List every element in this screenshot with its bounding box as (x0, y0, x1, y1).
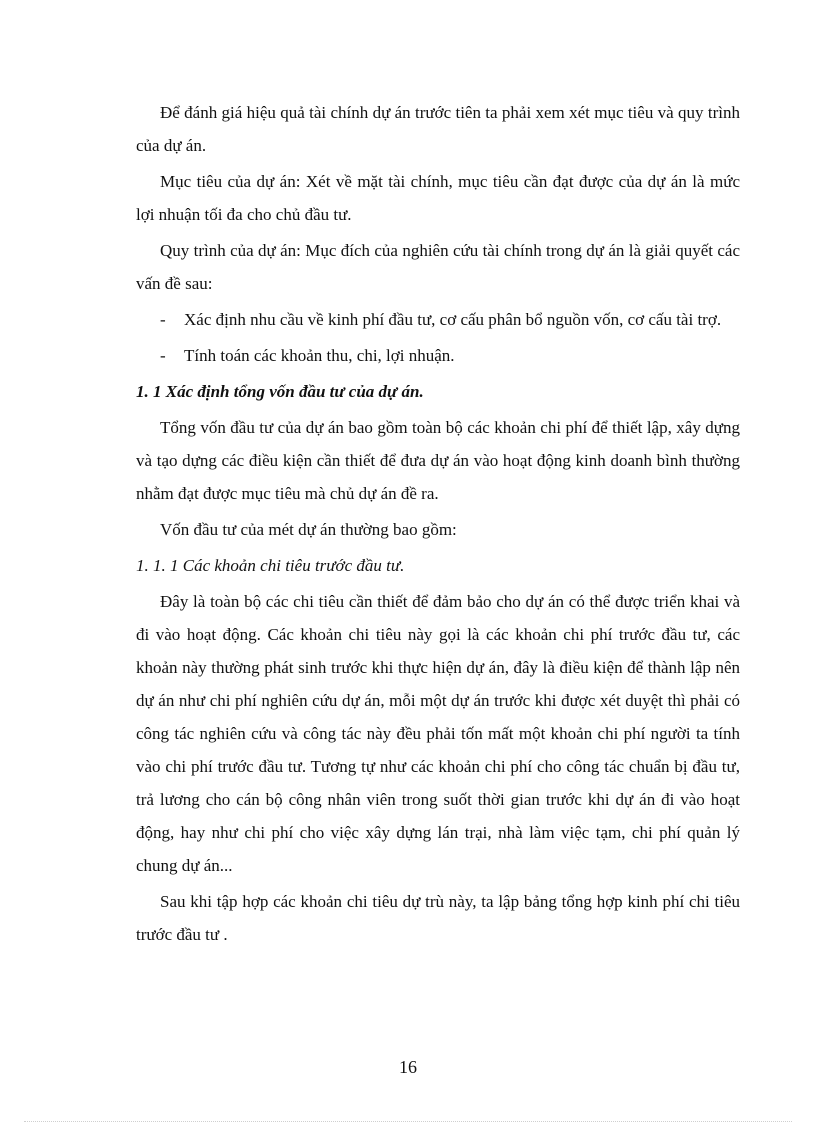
page-number: 16 (399, 1057, 417, 1077)
bullet-marker: - (160, 346, 166, 365)
paragraph-objective: Mục tiêu của dự án: Xét về mặt tài chính, mục tiêu cần đạt được của dự án là mức lợi nhuận tối đa cho chủ đầu tư. (136, 172, 740, 224)
bullet-item-funding (136, 303, 740, 336)
paragraph-total-capital: Tổng vốn đầu tư của dự án bao gồm toàn bộ các khoản chi phí để thiết lập, xây dựng và tạo dựng các điều kiện cần thiết để đưa dự án vào hoạt động kinh doanh bình thường nhằm đạt được mục tiêu mà chủ dự án đề ra. (136, 418, 740, 503)
paragraph-summary: Sau khi tập hợp các khoản chi tiêu dự trù này, ta lập bảng tổng hợp kinh phí chi tiêu trước đầu tư . (136, 892, 740, 944)
page-body (136, 96, 740, 954)
footer-divider (24, 1121, 792, 1122)
subsection-heading: 1. 1. 1 Các khoản chi tiêu trước đầu tư. (136, 556, 405, 575)
paragraph-capital-components: Vốn đầu tư của mét dự án thường bao gồm: (160, 520, 457, 539)
bullet-marker: - (160, 310, 166, 329)
bullet-item-revenue (136, 339, 740, 372)
paragraph-pre-investment: Đây là toàn bộ các chi tiêu cần thiết để đảm bảo cho dự án có thể được triển khai và đi vào hoạt động. Các khoản chi tiêu này gọi là các khoản chi phí trước đầu tư, các khoản này thường phát sinh trước khi thực hiện dự án, đây là điều kiện để thành lập nên dự án như chi phí nghiên cứu dự án, mỗi một dự án trước khi được xét duyệt thì phải có công tác nghiên cứu và công tác này đều phải tốn mất một khoản chi phí người ta tính vào chi phí trước đầu tư. Tương tự như các khoản chi phí cho công tác chuẩn bị đầu tư, trả lương cho cán bộ công nhân viên trong suốt thời gian trước khi dự án đi vào hoạt động, hay như chi phí cho việc xây dựng lán trại, nhà làm việc tạm, chi phí quản lý chung dự án... (136, 592, 740, 875)
paragraph-process: Quy trình của dự án: Mục đích của nghiên cứu tài chính trong dự án là giải quyết các vấn đề sau: (136, 241, 740, 293)
paragraph-intro: Để đánh giá hiệu quả tài chính dự án trước tiên ta phải xem xét mục tiêu và quy trình của dự án. (136, 103, 740, 155)
section-heading: 1. 1 Xác định tổng vốn đầu tư của dự án. (136, 382, 424, 401)
bullet-text: Tính toán các khoản thu, chi, lợi nhuận. (184, 346, 455, 365)
bullet-text: Xác định nhu cầu về kinh phí đầu tư, cơ cấu phân bổ nguồn vốn, cơ cấu tài trợ. (184, 310, 722, 329)
